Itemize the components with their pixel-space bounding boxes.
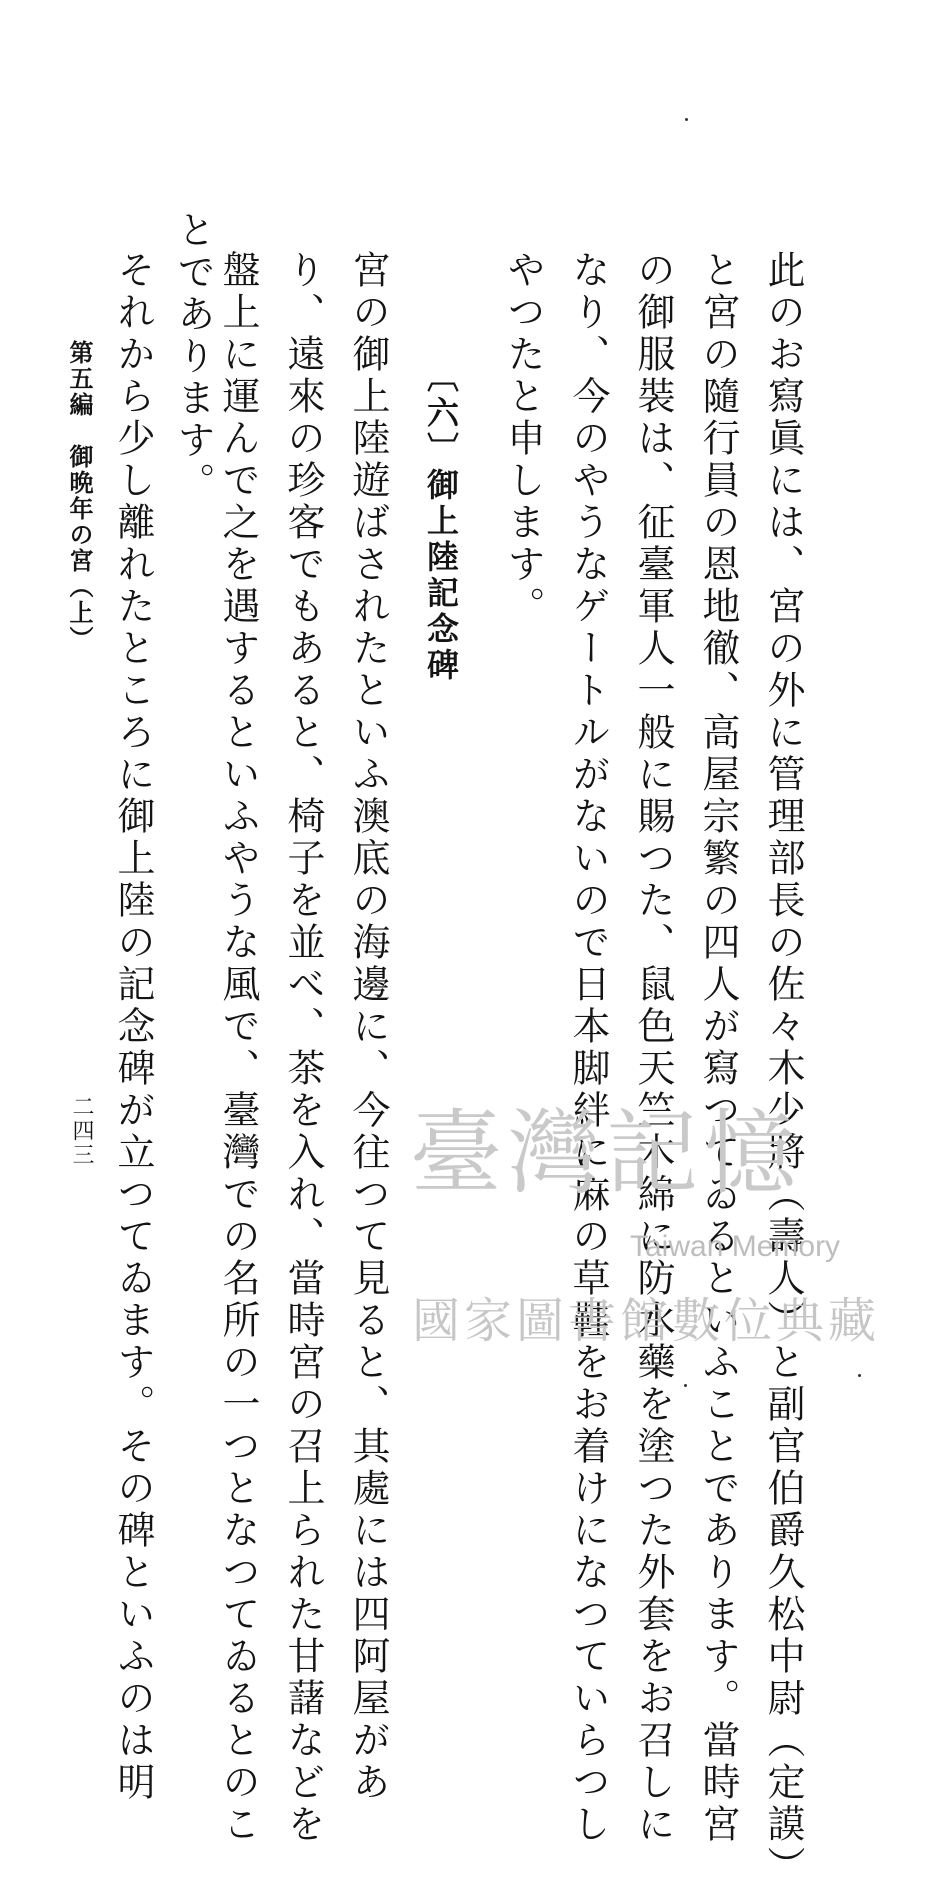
text-column-3: の御服裝は、征臺軍人一般に賜つた、鼠色天竺木綿に防水藥を塗つた外套をお召しに [631, 250, 675, 1846]
text-column-6: 宮の御上陸遊ばされたといふ澳底の海邊に、今往つて見ると、其處には四阿屋があ [346, 250, 390, 1804]
text-column-5: やつたと申します。 [501, 250, 545, 628]
text-column-10: それから少し離れたところに御上陸の記念碑が立つてゐます。その碑といふのは明 [111, 250, 155, 1804]
running-header: 第五編 御晩年の宮（上） [65, 340, 94, 652]
text-column-2: と宮の隨行員の恩地徹、高屋宗繁の四人が寫つてゐるといふことであります。當時宮 [696, 250, 740, 1846]
text-column-1: 此のお寫眞には、宮の外に管理部長の佐々木少將（壽人）と副官伯爵久松中尉（定謨） [761, 250, 805, 1888]
text-column-4: なり、今のやうなゲートルがないので日本脚絆に麻の草鞋をお着けになつていらつし [566, 250, 610, 1846]
watermark-latin: Taiwan Memory [630, 1230, 841, 1263]
text-column-7: り、遠來の珍客でもあると、椅子を並べ、茶を入れ、當時宮の召上られた甘藷などを [281, 250, 325, 1846]
watermark-script: 臺灣記憶 [410, 1100, 803, 1207]
scan-speck [685, 118, 688, 121]
page-number: 二四三 [69, 1095, 94, 1167]
section-heading: 〔六〕御上陸記念碑 [422, 360, 460, 684]
watermark-institution: 國家圖書館數位典藏 [412, 1293, 881, 1349]
text-column-9: とであります。 [171, 210, 215, 504]
scan-speck [684, 1384, 687, 1387]
text-column-8: 盤上に運んで之を遇するといふやうな風で、臺灣での名所の一つとなつてゐるとのこ [216, 250, 260, 1846]
scan-speck [858, 1374, 861, 1377]
